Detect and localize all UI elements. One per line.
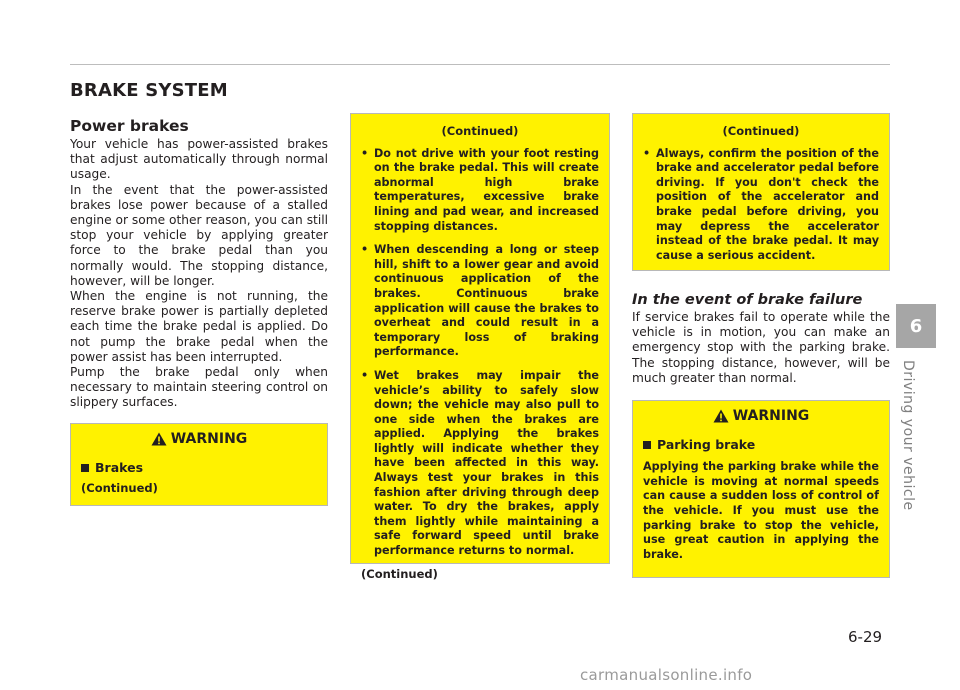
warning-triangle-icon (713, 409, 729, 423)
warning-bullet: • Do not drive with your foot resting on the brake pedal. This will create abnormal high brake temperatures, excessive brake lining and pad wear, and increased stopping distances. (361, 147, 599, 235)
power-brakes-section (70, 117, 328, 411)
power-brakes-paragraph: When the engine is not running, the reserve brake power is partially depleted each time the brake pedal is applied. Do not pump the brake pedal when the power assist has been interrupted. (70, 289, 328, 364)
continued-label: (Continued) (361, 566, 438, 581)
brake-failure-heading: In the event of brake failure (632, 292, 863, 308)
warning-subheading (643, 438, 879, 453)
warning-header (643, 409, 879, 424)
warning-bullet: • Always, confirm the position of the brake and accelerator pedal before driving. If you don't check the position of the accelerator and brake pedal before driving, you may depress the accelerator instead of the brake pedal. It may cause a serious accident. (643, 147, 879, 264)
warning-subheading-text: Brakes (95, 459, 144, 475)
warning-box-brakes (70, 423, 328, 506)
power-brakes-paragraph: Pump the brake pedal only when necessary to maintain steering control on slippery surfaces. (70, 365, 328, 410)
page-number: 6-29 (848, 628, 883, 646)
continued-label: (Continued) (722, 124, 800, 138)
warning-box-parking-brake (632, 400, 890, 578)
warning-triangle-icon (151, 432, 167, 446)
section-title: BRAKE SYSTEM (70, 80, 228, 101)
warning-bullet: • Wet brakes may impair the vehicle’s ability to safely slow down; the vehicle may also pull to one side when the brakes are applied. Applying the brakes lightly will indicate whether they have been affected in this way. Always test your brakes in this fashion after driving through deep water. To dry the brakes, apply them lightly while maintaining a safe forward speed until brake performance returns to normal. (361, 369, 599, 559)
warning-box-pedal-position (632, 113, 890, 271)
header-rule (70, 64, 890, 65)
watermark: carmanualsonline.info (580, 666, 753, 684)
warning-title: WARNING (170, 431, 248, 447)
warning-box-brakes-continued (350, 113, 610, 581)
power-brakes-heading: Power brakes (70, 117, 189, 135)
chapter-label: Driving your vehicle (900, 360, 916, 511)
parking-brake-warning-text: Applying the parking brake while the vehicle is moving at normal speeds can cause a sudden loss of control of the vehicle. If you must use the parking brake to stop the vehicle, use great caution in applying the brake. (643, 460, 879, 561)
continued-label: (Continued) (441, 124, 519, 138)
brake-failure-text: If service brakes fail to operate while the vehicle is in motion, you can make an emergency stop with the parking brake. The stopping distance, however, will be much greater than normal. (632, 310, 890, 385)
warning-header (81, 432, 317, 447)
square-bullet-icon (81, 464, 89, 472)
continued-label: (Continued) (81, 481, 158, 496)
square-bullet-icon (643, 441, 651, 449)
warning-subheading (81, 461, 317, 476)
warning-title: WARNING (732, 408, 810, 424)
power-brakes-paragraph: Your vehicle has power-assisted brakes that adjust automatically through normal usage. (70, 137, 328, 182)
warning-bullet: • When descending a long or steep hill, shift to a lower gear and avoid continuous application of the brakes. Continuous brake application will cause the brakes to overheat and could result in a temporary loss of braking performance. (361, 243, 599, 360)
warning-subheading-text: Parking brake (657, 436, 756, 452)
power-brakes-paragraph: In the event that the power-assisted brakes lose power because of a stalled engine or some other reason, you can still stop your vehicle by applying greater force to the brake pedal than you normally would. The stopping distance, however, will be longer. (70, 182, 328, 288)
chapter-number-tab: 6 (896, 304, 936, 348)
